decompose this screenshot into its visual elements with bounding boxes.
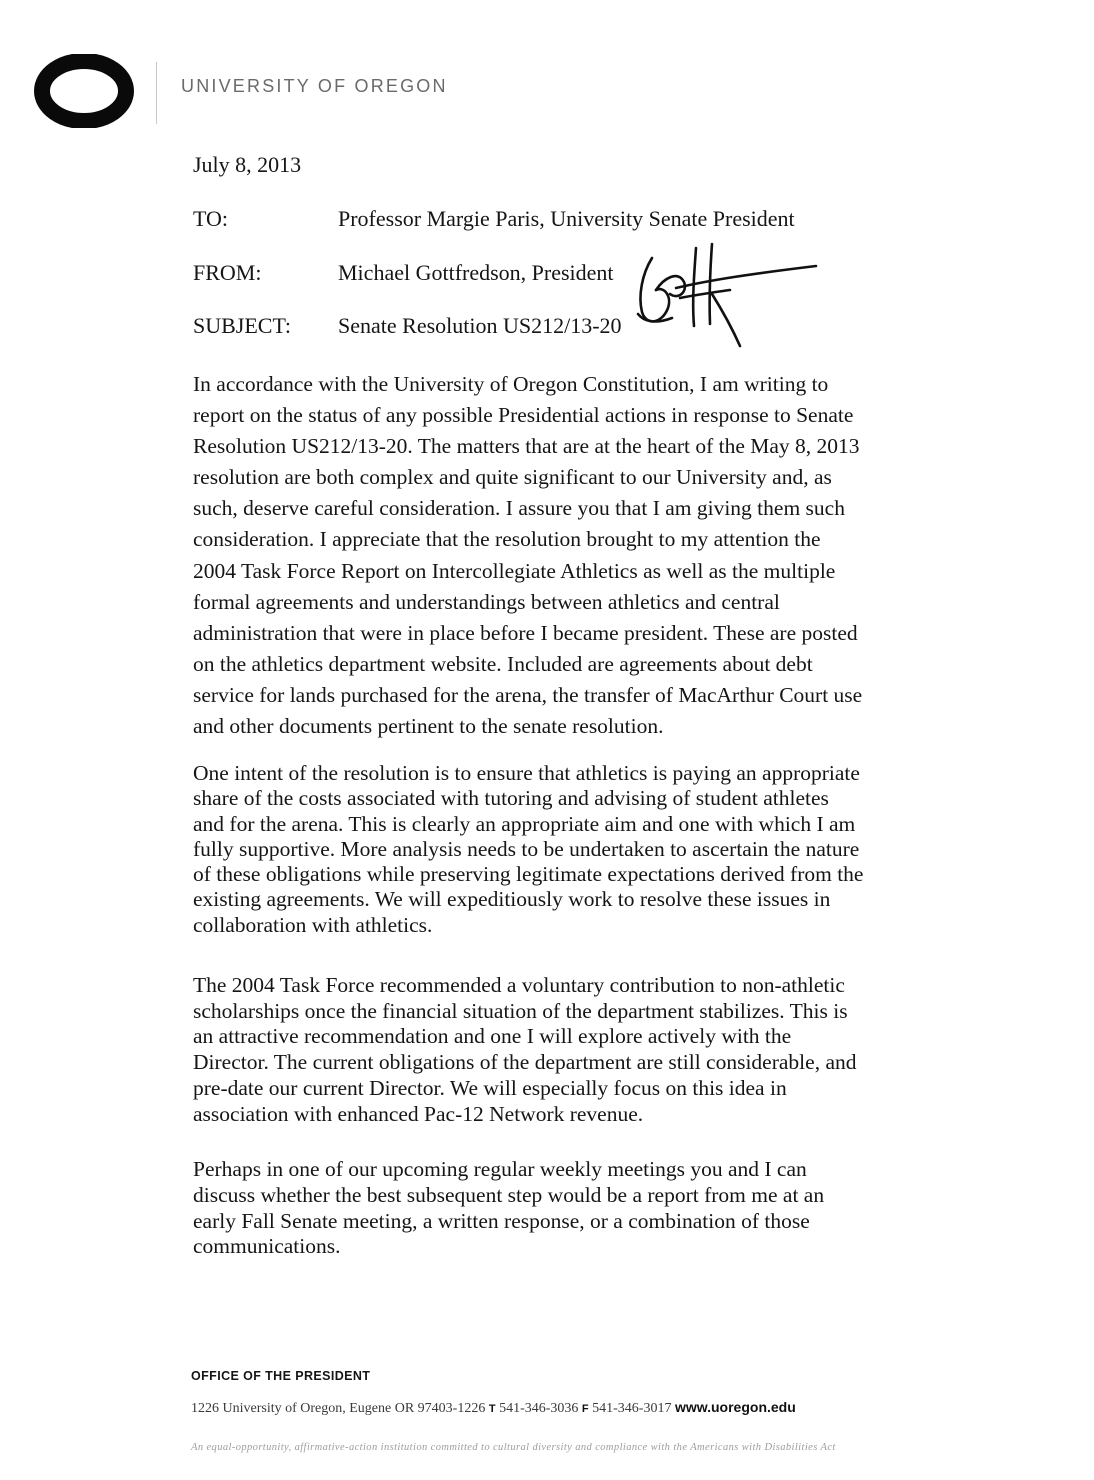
memo-to-label: TO: [193, 206, 229, 231]
paragraph-line: early Fall Senate meeting, a written response, or a combination of those [193, 1208, 810, 1233]
paragraph-line: communications. [193, 1234, 341, 1259]
website-link[interactable]: www.uoregon.edu [674, 1399, 796, 1415]
memo-from-row [193, 260, 993, 290]
paragraph-line: association with enhanced Pac-12 Network revenue. [193, 1101, 644, 1126]
eeo-statement: An equal-opportunity, affirmative-action institution committed to cultural diversity and compliance with the Americans with Disabilities Act [191, 1442, 836, 1453]
paragraph-line: Resolution US212/13-20. The matters that are at the heart of the May 8, 2013 [193, 434, 860, 459]
memo-from-label: FROM: [193, 260, 262, 285]
paragraph-line: service for lands purchased for the arena, the transfer of MacArthur Court use [193, 682, 863, 707]
paragraph-line: One intent of the resolution is to ensure that athletics is paying an appropriate [193, 761, 860, 785]
memo-date: July 8, 2013 [193, 152, 302, 177]
paragraph-line: Perhaps in one of our upcoming regular weekly meetings you and I can [193, 1157, 807, 1181]
body-paragraph-2 [193, 761, 863, 938]
handwritten-signature-icon [620, 236, 820, 348]
paragraph-line: such, deserve careful consideration. I assure you that I am giving them such [193, 496, 845, 521]
memo-to-value: Professor Margie Paris, University Senate President [338, 206, 795, 231]
paragraph-line: formal agreements and understandings between athletics and central [193, 589, 780, 614]
body-paragraph-3 [193, 973, 857, 1127]
memo-subject-row [193, 313, 993, 343]
phone-label: T [488, 1403, 496, 1415]
paragraph-line: In accordance with the University of Oregon Constitution, I am writing to [193, 372, 829, 396]
paragraph-line: on the athletics department website. Included are agreements about debt [193, 651, 813, 676]
paragraph-line: discuss whether the best subsequent step would be a report from me at an [193, 1182, 825, 1207]
university-logo-icon [34, 54, 134, 128]
paragraph-line: Director. The current obligations of the department are still considerable, and [193, 1050, 857, 1075]
paragraph-line: administration that were in place before I became president. These are posted [193, 620, 858, 645]
paragraph-line: consideration. I appreciate that the resolution brought to my attention the [193, 527, 821, 552]
paragraph-line: The 2004 Task Force recommended a voluntary contribution to non-athletic [193, 973, 845, 997]
fax-label: F [581, 1403, 589, 1415]
footer-address: 1226 University of Oregon, Eugene OR 97403-1226 [191, 1401, 486, 1416]
paragraph-line: and other documents pertinent to the senate resolution. [193, 714, 664, 739]
body-paragraph-1 [193, 369, 862, 742]
paragraph-line: 2004 Task Force Report on Intercollegiate Athletics as well as the multiple [193, 558, 836, 583]
memo-to-row [193, 206, 993, 236]
paragraph-line: pre-date our current Director. We will especially focus on this idea in [193, 1075, 787, 1100]
paragraph-line: and for the arena. This is clearly an appropriate aim and one with which I am [193, 811, 856, 836]
body-paragraph-4 [193, 1157, 824, 1260]
footer-contact-line [191, 1399, 796, 1417]
paragraph-line: scholarships once the financial situation of the department stabilizes. This is [193, 998, 848, 1023]
footer-office-name: OFFICE OF THE PRESIDENT [191, 1369, 371, 1383]
paragraph-line: existing agreements. We will expeditiously work to resolve these issues in [193, 887, 831, 912]
paragraph-line: of these obligations while preserving legitimate expectations derived from the [193, 862, 864, 887]
letterhead-divider [156, 62, 157, 124]
paragraph-line: fully supportive. More analysis needs to be undertaken to ascertain the nature [193, 836, 860, 861]
paragraph-line: report on the status of any possible Presidential actions in response to Senate [193, 403, 854, 428]
memo-subject-label: SUBJECT: [193, 313, 291, 338]
paragraph-line: share of the costs associated with tutoring and advising of student athletes [193, 786, 829, 811]
paragraph-line: an attractive recommendation and one I will explore actively with the [193, 1024, 792, 1049]
memo-from-value: Michael Gottfredson, President [338, 260, 614, 285]
university-name: UNIVERSITY OF OREGON [181, 76, 448, 96]
phone-number: 541-346-3036 [499, 1401, 579, 1416]
fax-number: 541-346-3017 [592, 1401, 672, 1416]
memo-subject-value: Senate Resolution US212/13-20 [338, 313, 622, 338]
paragraph-line: resolution are both complex and quite significant to our University and, as [193, 465, 832, 490]
paragraph-line: collaboration with athletics. [193, 912, 433, 937]
